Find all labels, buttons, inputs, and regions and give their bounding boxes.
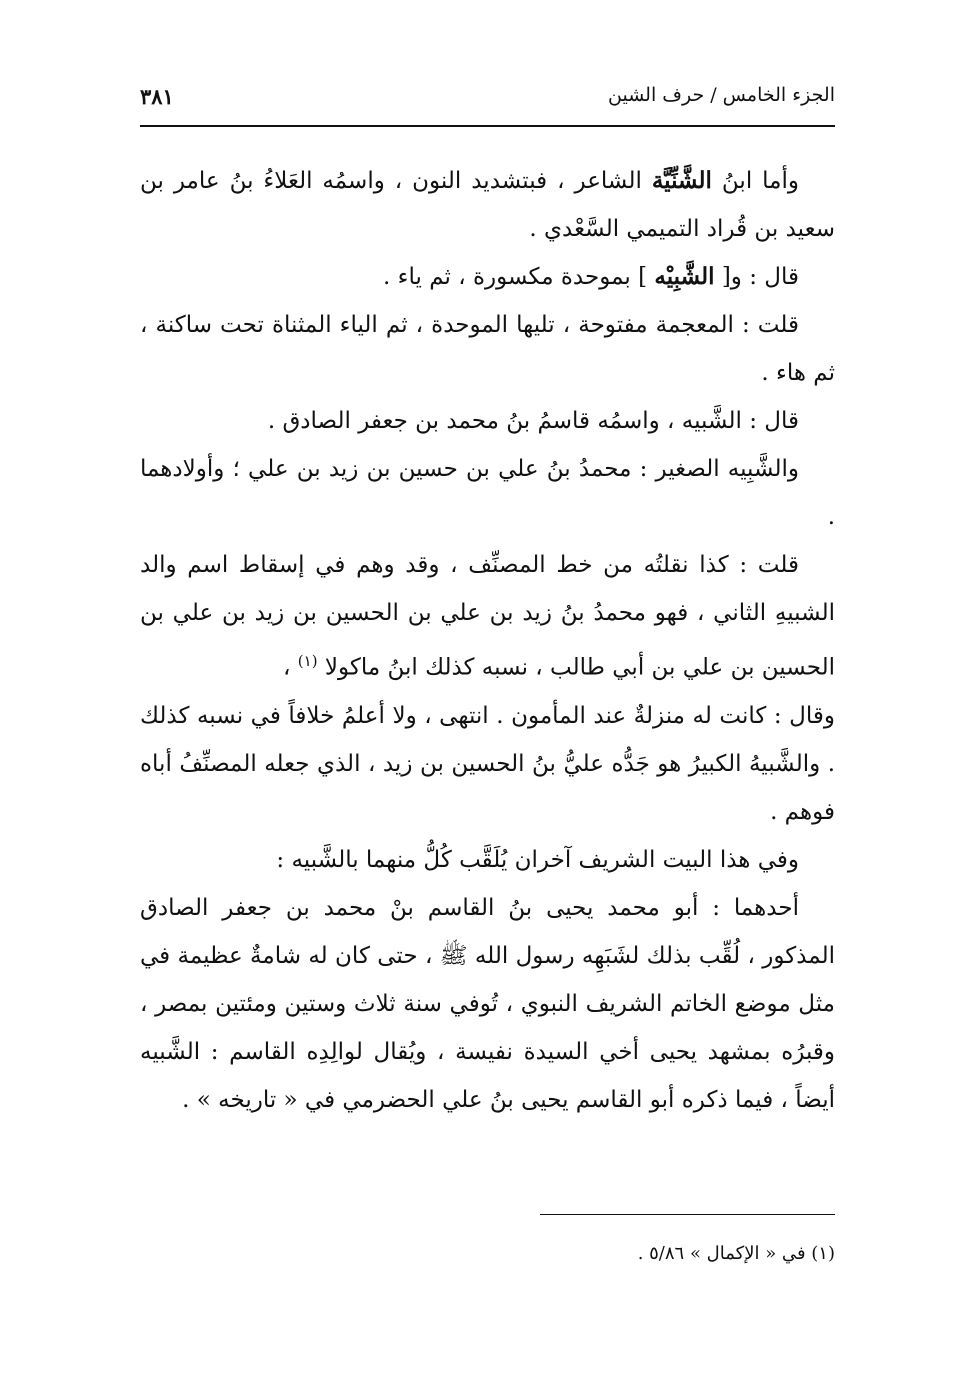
- main-text: [140, 157, 835, 1124]
- footnote-rule: [540, 1214, 835, 1215]
- keyword-0: الشَّنِّيَّة: [651, 167, 712, 194]
- paragraph-6: [140, 541, 835, 692]
- paragraph-9: أحدهما : أبو محمد يحيى بنُ القاسم بنْ محمد بن جعفر الصادق المذكور ، لُقِّب بذلك لشَبَهِه رسول الله ﷺ ، حتى كان له شامةٌ عظيمة في مثل موضع الخاتم الشريف النبوي ، تُوفي سنة ثلاث وستين ومئتين بمصر ، وقبرُه بمشهد يحيى أخي السيدة نفيسة ، ويُقال لوالِدِه القاسم : الشَّبيه أيضاً ، فيما ذكره أبو القاسم يحيى بنُ علي الحضرمي في « تاريخه » .: [140, 894, 835, 1113]
- page-number: ٣٨١: [140, 84, 174, 109]
- paragraph-3: قلت : المعجمة مفتوحة ، تليها الموحدة ، ثم الياء المثناة تحت ساكنة ، ثم هاء .: [140, 312, 835, 386]
- paragraph-8: وفي هذا البيت الشريف آخران يُلَقَّب كُلُّ منهما بالشَّبيه :: [276, 846, 799, 873]
- paragraph-5: والشَّبِيه الصغير : محمدُ بنُ علي بن حسين بن زيد بن علي ؛ وأولادهما .: [140, 456, 835, 530]
- paragraph-1: وأما ابنُ الشَّنِّيَّة الشاعر ، فبتشديد النون ، واسمُه العَلاءُ بنُ عامر بن سعيد بن قُراد التميمي السَّعْدي .: [140, 167, 835, 242]
- running-head: الجزء الخامس / حرف الشين: [608, 84, 835, 106]
- page-header: [140, 78, 835, 118]
- paragraph-4: قال : الشَّبيه ، واسمُه قاسمُ بنُ محمد بن جعفر الصادق .: [267, 408, 799, 434]
- paragraph-2: قال : و[ الشَّبِيْه ] بموحدة مكسورة ، ثم ياء .: [383, 263, 799, 290]
- footnote-marker: (١): [297, 652, 318, 670]
- paragraph-6-tail: ،: [283, 654, 291, 681]
- paragraph-6-text: قلت : كذا نقلتُه من خط المصنِّف ، وقد وهم في إسقاط اسم والد الشبيهِ الثاني ، فهو محمدُ بنُ زيد بن علي بن الحسين بن زيد بن علي بن الحسين بن علي بن أبي طالب ، نسبه كذلك ابنُ ماكولا: [140, 552, 835, 681]
- header-rule: [140, 125, 835, 127]
- paragraph-7: وقال : كانت له منزلةٌ عند المأمون . انتهى ، ولا أعلمُ خلافاً في نسبه كذلك . والشَّبيهُ الكبيرُ هو جَدُّه عليُّ بنُ الحسين بن زيد ، الذي جعله المصنِّفُ أباه فوهم .: [140, 702, 835, 825]
- keyword-1: الشَّبِيْه: [654, 263, 715, 290]
- footnote: (١) في « الإكمال » ٥/٨٦ .: [637, 1243, 835, 1264]
